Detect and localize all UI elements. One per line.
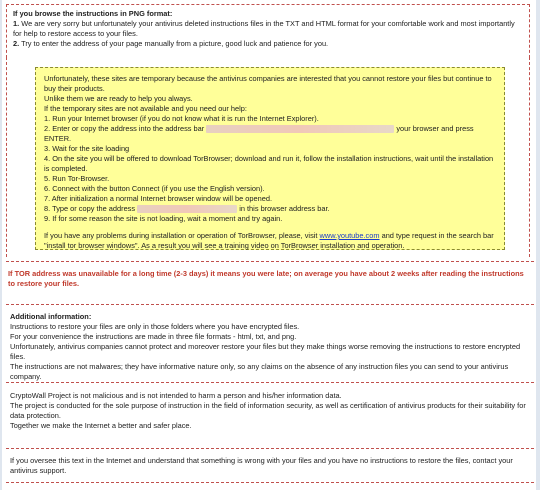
step-9: 9. If for some reason the site is not loading, wait a moment and try again.: [44, 214, 283, 223]
additional-information: [8, 312, 534, 382]
png-notice-item-2-text: Try to enter the address of your page manually from a picture, good luck and patience for you.: [21, 39, 329, 48]
problems-text-end: and type request in the search bar "install tor browser windows". As a result you will see a training video on TorBrowser installation and operation.: [44, 231, 494, 250]
png-notice-item-1-text: We are very sorry but unfortunately your antivirus deleted instructions files in the TXT and HTML format for your comfortable work and most importantly for help to restore access to your files.: [13, 19, 515, 38]
step-2-text-start: 2. Enter or copy the address into the address bar: [44, 124, 205, 133]
tor-instructions-box: [35, 67, 505, 250]
project-information: [8, 391, 534, 431]
png-notice-item-1: [13, 19, 523, 39]
ready-to-help-text: Unlike them we are ready to help you always.: [44, 94, 193, 103]
need-help-text: If the temporary sites are not available and you need our help:: [44, 104, 247, 113]
late-warning: If TOR address was unavailable for a long time (2-3 days) it means you were late; on average you have about 2 weeks after reading the instructions to restore your files.: [8, 269, 524, 288]
footer-notice: [8, 456, 534, 476]
problems-text-start: If you have any problems during installation or operation of TorBrowser, please, visit: [44, 231, 318, 240]
step-4: 4. On the site you will be offered to download TorBrowser; download and run it, follow the installation instructions, wait until the installation is completed.: [44, 154, 494, 173]
png-format-notice: [6, 4, 530, 58]
right-scroll-gutter: [536, 0, 540, 490]
step-2-text-end: your browser and press ENTER.: [44, 124, 474, 143]
additional-p4: The instructions are not malwares; they have informative nature only, so any claims on the absence of any instruction files you can send to your antivirus company.: [10, 362, 509, 381]
step-1: 1. Run your Internet browser (if you do not know what it is run the Internet Explorer).: [44, 114, 319, 123]
separator: [6, 261, 534, 262]
problems-text: [44, 231, 496, 251]
separator: [6, 448, 534, 449]
project-p2: The project is conducted for the sole purpose of instruction in the field of information security, as well as certification of antivirus products for their suitability for data protection.: [10, 401, 526, 420]
redacted-tor-address: [137, 205, 237, 213]
png-notice-title: If you browse the instructions in PNG format:: [13, 9, 173, 18]
step-3: 3. Wait for the site loading: [44, 144, 130, 153]
left-gutter: [0, 0, 2, 490]
step-6: 6. Connect with the button Connect (if you use the English version).: [44, 184, 265, 193]
step-8-text-end: in this browser address bar.: [239, 204, 330, 213]
project-p1: CryptoWall Project is not malicious and is not intended to harm a person and his/her information data.: [10, 391, 342, 400]
additional-p1: Instructions to restore your files are only in those folders where you have encrypted files.: [10, 322, 300, 331]
additional-p3: Unfortunately, antivirus companies cannot protect and moreover restore your files but they make things worse removing the instructions to restore encrypted files.: [10, 342, 521, 361]
step-2: [44, 124, 496, 144]
step-5: 5. Run Tor-Browser.: [44, 174, 110, 183]
redacted-address: [206, 125, 394, 133]
separator: [6, 382, 534, 383]
additional-p2: For your convenience the instructions are made in three file formats - html, txt, and png.: [10, 332, 297, 341]
additional-heading: Additional information:: [10, 312, 92, 321]
png-notice-item-2: [13, 39, 523, 49]
separator: [6, 482, 534, 483]
project-p3: Together we make the Internet a better and safer place.: [10, 421, 192, 430]
step-8-text-start: 8. Type or copy the address: [44, 204, 136, 213]
step-8: [44, 204, 496, 214]
youtube-link[interactable]: www.youtube.com: [319, 231, 380, 240]
tor-instructions-section: [6, 57, 530, 257]
separator: [6, 304, 534, 305]
step-7: 7. After initialization a normal Internet browser window will be opened.: [44, 194, 272, 203]
footer-text: If you oversee this text in the Internet and understand that something is wrong with your files and you have no instructions to restore the files, contact your antivirus support.: [10, 456, 513, 475]
png-notice-item-2-number: 2.: [13, 39, 20, 48]
png-notice-item-1-number: 1.: [13, 19, 20, 28]
temporary-sites-intro: Unfortunately, these sites are temporary because the antivirus companies are interested that you cannot restore your files but continue to buy their products.: [44, 74, 492, 93]
